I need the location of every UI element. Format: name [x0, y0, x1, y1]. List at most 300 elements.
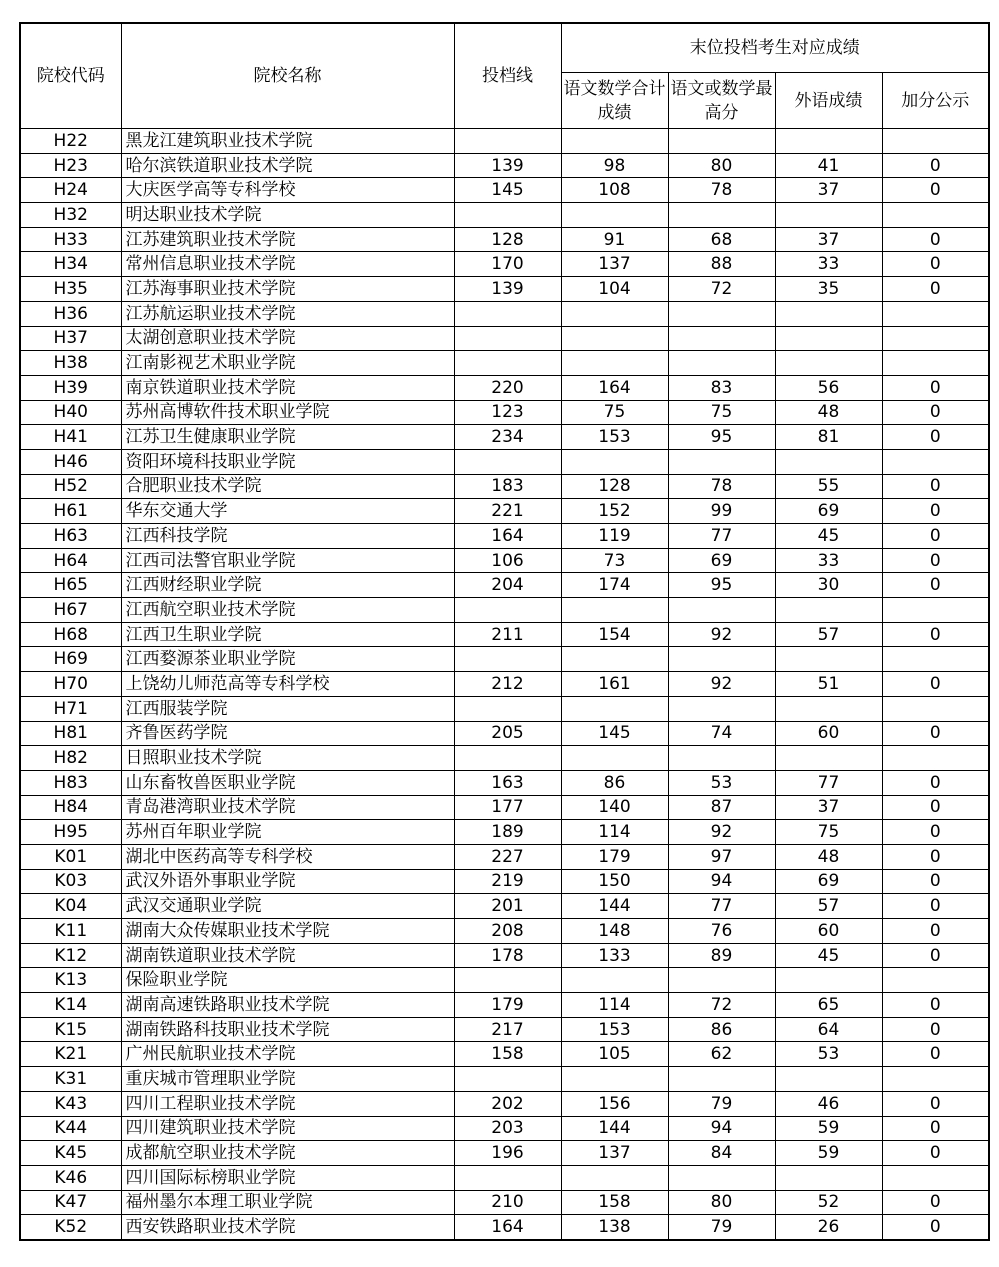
- cell-code: H36: [20, 301, 121, 326]
- cell-chinese-math-total: 144: [561, 1116, 668, 1141]
- cell-code: K44: [20, 1116, 121, 1141]
- cell-bonus: 0: [882, 1116, 989, 1141]
- cell-bonus: 0: [882, 1190, 989, 1215]
- cell-name: 重庆城市管理职业学院: [121, 1067, 454, 1092]
- cell-foreign-language: [775, 326, 882, 351]
- cell-name: 广州民航职业技术学院: [121, 1042, 454, 1067]
- cell-chinese-math-total: [561, 647, 668, 672]
- cell-name: 上饶幼儿师范高等专科学校: [121, 672, 454, 697]
- cell-bonus: 0: [882, 919, 989, 944]
- cell-name: 武汉外语外事职业学院: [121, 869, 454, 894]
- cell-chinese-math-total: 75: [561, 400, 668, 425]
- cell-code: H39: [20, 375, 121, 400]
- table-row: [20, 696, 989, 721]
- table-row: [20, 1116, 989, 1141]
- cell-code: H35: [20, 277, 121, 302]
- cell-chinese-math-total: 138: [561, 1215, 668, 1240]
- header-name: 院校名称: [121, 23, 454, 129]
- cell-cutoff: 164: [454, 1215, 561, 1240]
- cell-bonus: [882, 1165, 989, 1190]
- cell-code: K12: [20, 943, 121, 968]
- cell-code: H69: [20, 647, 121, 672]
- cell-chinese-math-total: [561, 203, 668, 228]
- cell-bonus: [882, 129, 989, 154]
- table-header: [20, 23, 989, 129]
- cell-chinese-math-total: 98: [561, 153, 668, 178]
- cell-cutoff: [454, 326, 561, 351]
- cell-bonus: 0: [882, 770, 989, 795]
- cell-chinese-math-total: 105: [561, 1042, 668, 1067]
- cell-cutoff: 208: [454, 919, 561, 944]
- cell-cutoff: [454, 129, 561, 154]
- cell-code: K15: [20, 1017, 121, 1042]
- cell-bonus: 0: [882, 1042, 989, 1067]
- table-row: [20, 647, 989, 672]
- cell-foreign-language: 69: [775, 869, 882, 894]
- cell-name: 湖南铁路科技职业技术学院: [121, 1017, 454, 1042]
- cell-name: 四川国际标榜职业学院: [121, 1165, 454, 1190]
- table-row: [20, 425, 989, 450]
- cell-code: H68: [20, 622, 121, 647]
- cell-chinese-or-math-max: [668, 203, 775, 228]
- table-row: [20, 375, 989, 400]
- cell-cutoff: [454, 968, 561, 993]
- cell-chinese-or-math-max: [668, 598, 775, 623]
- cell-name: 湖南高速铁路职业技术学院: [121, 993, 454, 1018]
- header-chinese-math-total: 语文数学合计成绩: [561, 73, 668, 129]
- cell-name: 四川建筑职业技术学院: [121, 1116, 454, 1141]
- cell-foreign-language: 48: [775, 844, 882, 869]
- cell-name: 四川工程职业技术学院: [121, 1091, 454, 1116]
- cell-cutoff: 178: [454, 943, 561, 968]
- header-code: 院校代码: [20, 23, 121, 129]
- cell-cutoff: 211: [454, 622, 561, 647]
- cell-foreign-language: [775, 203, 882, 228]
- cell-chinese-math-total: 148: [561, 919, 668, 944]
- cell-code: H34: [20, 252, 121, 277]
- cell-bonus: 0: [882, 1215, 989, 1240]
- cell-foreign-language: 64: [775, 1017, 882, 1042]
- cell-foreign-language: [775, 449, 882, 474]
- cell-chinese-math-total: [561, 449, 668, 474]
- cell-foreign-language: 37: [775, 178, 882, 203]
- table-row: [20, 1017, 989, 1042]
- cell-foreign-language: [775, 968, 882, 993]
- cell-cutoff: 123: [454, 400, 561, 425]
- cell-code: K47: [20, 1190, 121, 1215]
- cell-foreign-language: 77: [775, 770, 882, 795]
- cell-code: K04: [20, 894, 121, 919]
- cell-code: H41: [20, 425, 121, 450]
- cell-chinese-or-math-max: 94: [668, 1116, 775, 1141]
- cell-cutoff: [454, 696, 561, 721]
- cell-code: H95: [20, 820, 121, 845]
- cell-cutoff: [454, 647, 561, 672]
- cell-bonus: 0: [882, 1141, 989, 1166]
- cell-name: 齐鲁医药学院: [121, 721, 454, 746]
- cell-bonus: 0: [882, 474, 989, 499]
- table-row: [20, 252, 989, 277]
- cell-bonus: 0: [882, 499, 989, 524]
- cell-bonus: 0: [882, 548, 989, 573]
- table-row: [20, 770, 989, 795]
- cell-bonus: 0: [882, 1017, 989, 1042]
- cell-name: 江苏航运职业技术学院: [121, 301, 454, 326]
- cell-chinese-math-total: [561, 351, 668, 376]
- cell-code: K31: [20, 1067, 121, 1092]
- table-row: [20, 203, 989, 228]
- cell-name: 江西卫生职业学院: [121, 622, 454, 647]
- cell-bonus: 0: [882, 227, 989, 252]
- cell-cutoff: 139: [454, 153, 561, 178]
- cell-chinese-or-math-max: [668, 301, 775, 326]
- cell-chinese-math-total: [561, 1165, 668, 1190]
- table-body: [20, 129, 989, 1240]
- cell-chinese-math-total: 73: [561, 548, 668, 573]
- cell-code: K03: [20, 869, 121, 894]
- cell-name: 常州信息职业技术学院: [121, 252, 454, 277]
- cell-bonus: 0: [882, 672, 989, 697]
- cell-cutoff: 128: [454, 227, 561, 252]
- cell-chinese-math-total: 174: [561, 573, 668, 598]
- cell-cutoff: 145: [454, 178, 561, 203]
- table-row: [20, 622, 989, 647]
- cell-foreign-language: 37: [775, 227, 882, 252]
- cell-name: 资阳环境科技职业学院: [121, 449, 454, 474]
- cell-name: 武汉交通职业学院: [121, 894, 454, 919]
- cell-foreign-language: 57: [775, 894, 882, 919]
- cell-foreign-language: 45: [775, 943, 882, 968]
- table-row: [20, 1091, 989, 1116]
- cell-name: 南京铁道职业技术学院: [121, 375, 454, 400]
- cell-bonus: [882, 203, 989, 228]
- cell-foreign-language: [775, 351, 882, 376]
- cell-cutoff: 179: [454, 993, 561, 1018]
- cell-cutoff: 170: [454, 252, 561, 277]
- cell-code: H40: [20, 400, 121, 425]
- cell-chinese-math-total: [561, 1067, 668, 1092]
- cell-code: H37: [20, 326, 121, 351]
- cell-cutoff: [454, 351, 561, 376]
- cell-code: K13: [20, 968, 121, 993]
- table-row: [20, 351, 989, 376]
- table-row: [20, 573, 989, 598]
- cell-foreign-language: [775, 696, 882, 721]
- header-cutoff: 投档线: [454, 23, 561, 129]
- cell-name: 太湖创意职业技术学院: [121, 326, 454, 351]
- cell-foreign-language: [775, 301, 882, 326]
- cell-cutoff: 210: [454, 1190, 561, 1215]
- cell-foreign-language: 52: [775, 1190, 882, 1215]
- cell-chinese-math-total: 108: [561, 178, 668, 203]
- cell-cutoff: 219: [454, 869, 561, 894]
- table-row: [20, 474, 989, 499]
- cell-name: 江西财经职业学院: [121, 573, 454, 598]
- table-row: [20, 1141, 989, 1166]
- cell-bonus: 0: [882, 277, 989, 302]
- cell-foreign-language: 53: [775, 1042, 882, 1067]
- table-row: [20, 1042, 989, 1067]
- cell-chinese-math-total: 153: [561, 1017, 668, 1042]
- cell-chinese-math-total: 128: [561, 474, 668, 499]
- cell-chinese-or-math-max: 69: [668, 548, 775, 573]
- cell-foreign-language: 46: [775, 1091, 882, 1116]
- cell-cutoff: 227: [454, 844, 561, 869]
- cell-cutoff: [454, 203, 561, 228]
- cell-code: H84: [20, 795, 121, 820]
- cell-chinese-math-total: 119: [561, 524, 668, 549]
- cell-chinese-math-total: [561, 326, 668, 351]
- cell-bonus: [882, 647, 989, 672]
- cell-name: 江苏海事职业技术学院: [121, 277, 454, 302]
- table-row: [20, 844, 989, 869]
- cell-cutoff: 196: [454, 1141, 561, 1166]
- cell-code: H70: [20, 672, 121, 697]
- cell-chinese-or-math-max: 53: [668, 770, 775, 795]
- cell-chinese-or-math-max: 80: [668, 1190, 775, 1215]
- table-row: [20, 129, 989, 154]
- cell-bonus: 0: [882, 993, 989, 1018]
- cell-name: 日照职业技术学院: [121, 746, 454, 771]
- cell-code: K52: [20, 1215, 121, 1240]
- cell-name: 明达职业技术学院: [121, 203, 454, 228]
- table-row: [20, 1190, 989, 1215]
- cell-code: H23: [20, 153, 121, 178]
- cell-name: 保险职业学院: [121, 968, 454, 993]
- table-row: [20, 227, 989, 252]
- cell-code: H61: [20, 499, 121, 524]
- cell-foreign-language: 48: [775, 400, 882, 425]
- cell-name: 江西婺源茶业职业学院: [121, 647, 454, 672]
- cell-bonus: 0: [882, 524, 989, 549]
- cell-code: H81: [20, 721, 121, 746]
- table-row: [20, 721, 989, 746]
- cell-name: 西安铁路职业技术学院: [121, 1215, 454, 1240]
- cell-cutoff: [454, 598, 561, 623]
- cell-foreign-language: [775, 647, 882, 672]
- cell-name: 合肥职业技术学院: [121, 474, 454, 499]
- cell-cutoff: 217: [454, 1017, 561, 1042]
- cell-bonus: 0: [882, 375, 989, 400]
- cell-code: H71: [20, 696, 121, 721]
- table-row: [20, 301, 989, 326]
- cell-foreign-language: 45: [775, 524, 882, 549]
- table-row: [20, 1165, 989, 1190]
- cell-chinese-or-math-max: 84: [668, 1141, 775, 1166]
- cell-name: 成都航空职业技术学院: [121, 1141, 454, 1166]
- cell-foreign-language: 26: [775, 1215, 882, 1240]
- cell-cutoff: 212: [454, 672, 561, 697]
- cell-chinese-or-math-max: 74: [668, 721, 775, 746]
- admission-score-table: [19, 22, 990, 1241]
- table-row: [20, 326, 989, 351]
- cell-cutoff: 106: [454, 548, 561, 573]
- cell-chinese-math-total: 114: [561, 993, 668, 1018]
- table-row: [20, 1067, 989, 1092]
- cell-chinese-math-total: [561, 746, 668, 771]
- table-row: [20, 795, 989, 820]
- cell-foreign-language: 69: [775, 499, 882, 524]
- cell-name: 福州墨尔本理工职业学院: [121, 1190, 454, 1215]
- cell-bonus: 0: [882, 943, 989, 968]
- cell-code: K45: [20, 1141, 121, 1166]
- table-row: [20, 943, 989, 968]
- cell-chinese-or-math-max: 77: [668, 894, 775, 919]
- cell-cutoff: 221: [454, 499, 561, 524]
- cell-chinese-math-total: 164: [561, 375, 668, 400]
- cell-foreign-language: 51: [775, 672, 882, 697]
- cell-chinese-math-total: 91: [561, 227, 668, 252]
- cell-chinese-math-total: 179: [561, 844, 668, 869]
- cell-bonus: [882, 351, 989, 376]
- cell-cutoff: [454, 449, 561, 474]
- cell-cutoff: 203: [454, 1116, 561, 1141]
- cell-bonus: 0: [882, 252, 989, 277]
- table-row: [20, 598, 989, 623]
- cell-chinese-or-math-max: 89: [668, 943, 775, 968]
- cell-chinese-math-total: 145: [561, 721, 668, 746]
- table-row: [20, 993, 989, 1018]
- table-row: [20, 1215, 989, 1240]
- cell-cutoff: 204: [454, 573, 561, 598]
- cell-chinese-math-total: 150: [561, 869, 668, 894]
- table-row: [20, 820, 989, 845]
- cell-chinese-math-total: 140: [561, 795, 668, 820]
- cell-cutoff: 139: [454, 277, 561, 302]
- cell-code: H32: [20, 203, 121, 228]
- cell-name: 湖南大众传媒职业技术学院: [121, 919, 454, 944]
- cell-code: H46: [20, 449, 121, 474]
- cell-chinese-math-total: [561, 696, 668, 721]
- cell-foreign-language: 57: [775, 622, 882, 647]
- table-row: [20, 178, 989, 203]
- cell-code: H24: [20, 178, 121, 203]
- cell-name: 山东畜牧兽医职业学院: [121, 770, 454, 795]
- cell-foreign-language: [775, 746, 882, 771]
- cell-bonus: 0: [882, 1091, 989, 1116]
- cell-bonus: 0: [882, 400, 989, 425]
- cell-cutoff: 202: [454, 1091, 561, 1116]
- cell-chinese-math-total: 152: [561, 499, 668, 524]
- header-chinese-or-math-max: 语文或数学最高分: [668, 73, 775, 129]
- cell-code: K11: [20, 919, 121, 944]
- cell-chinese-or-math-max: 92: [668, 820, 775, 845]
- cell-cutoff: 163: [454, 770, 561, 795]
- cell-name: 苏州高博软件技术职业学院: [121, 400, 454, 425]
- cell-code: H22: [20, 129, 121, 154]
- cell-cutoff: [454, 1067, 561, 1092]
- cell-name: 江苏建筑职业技术学院: [121, 227, 454, 252]
- cell-chinese-or-math-max: 68: [668, 227, 775, 252]
- cell-chinese-math-total: [561, 301, 668, 326]
- cell-code: H33: [20, 227, 121, 252]
- cell-chinese-math-total: 158: [561, 1190, 668, 1215]
- cell-name: 江苏卫生健康职业学院: [121, 425, 454, 450]
- cell-code: K01: [20, 844, 121, 869]
- cell-foreign-language: 81: [775, 425, 882, 450]
- cell-bonus: 0: [882, 820, 989, 845]
- cell-cutoff: 158: [454, 1042, 561, 1067]
- cell-chinese-or-math-max: 92: [668, 622, 775, 647]
- cell-chinese-or-math-max: 92: [668, 672, 775, 697]
- cell-chinese-or-math-max: 72: [668, 993, 775, 1018]
- cell-bonus: 0: [882, 795, 989, 820]
- cell-cutoff: [454, 1165, 561, 1190]
- cell-foreign-language: [775, 598, 882, 623]
- cell-code: H38: [20, 351, 121, 376]
- cell-chinese-or-math-max: 80: [668, 153, 775, 178]
- cell-bonus: 0: [882, 721, 989, 746]
- cell-foreign-language: [775, 129, 882, 154]
- cell-chinese-or-math-max: [668, 326, 775, 351]
- cell-chinese-or-math-max: [668, 351, 775, 376]
- cell-chinese-math-total: 133: [561, 943, 668, 968]
- cell-name: 苏州百年职业学院: [121, 820, 454, 845]
- cell-chinese-math-total: 86: [561, 770, 668, 795]
- cell-cutoff: 177: [454, 795, 561, 820]
- table-row: [20, 672, 989, 697]
- cell-foreign-language: [775, 1067, 882, 1092]
- cell-foreign-language: 59: [775, 1116, 882, 1141]
- cell-chinese-or-math-max: 75: [668, 400, 775, 425]
- table-row: [20, 277, 989, 302]
- cell-cutoff: 189: [454, 820, 561, 845]
- cell-bonus: 0: [882, 894, 989, 919]
- cell-foreign-language: 41: [775, 153, 882, 178]
- cell-chinese-math-total: [561, 129, 668, 154]
- cell-name: 江西服装学院: [121, 696, 454, 721]
- cell-chinese-or-math-max: 94: [668, 869, 775, 894]
- cell-chinese-math-total: [561, 968, 668, 993]
- cell-chinese-or-math-max: 95: [668, 425, 775, 450]
- cell-foreign-language: 37: [775, 795, 882, 820]
- cell-chinese-or-math-max: [668, 129, 775, 154]
- cell-bonus: [882, 696, 989, 721]
- cell-bonus: 0: [882, 425, 989, 450]
- cell-chinese-or-math-max: 78: [668, 474, 775, 499]
- cell-chinese-or-math-max: 76: [668, 919, 775, 944]
- cell-bonus: 0: [882, 844, 989, 869]
- cell-name: 湖南铁道职业技术学院: [121, 943, 454, 968]
- cell-bonus: [882, 1067, 989, 1092]
- header-bonus: 加分公示: [882, 73, 989, 129]
- cell-chinese-or-math-max: [668, 746, 775, 771]
- cell-code: H63: [20, 524, 121, 549]
- cell-chinese-or-math-max: 87: [668, 795, 775, 820]
- cell-name: 江西司法警官职业学院: [121, 548, 454, 573]
- table-row: [20, 919, 989, 944]
- cell-foreign-language: 33: [775, 548, 882, 573]
- cell-name: 华东交通大学: [121, 499, 454, 524]
- cell-foreign-language: 75: [775, 820, 882, 845]
- table-row: [20, 524, 989, 549]
- cell-cutoff: 234: [454, 425, 561, 450]
- cell-chinese-or-math-max: 97: [668, 844, 775, 869]
- cell-chinese-math-total: 137: [561, 252, 668, 277]
- table-row: [20, 746, 989, 771]
- cell-chinese-or-math-max: 86: [668, 1017, 775, 1042]
- cell-chinese-or-math-max: 62: [668, 1042, 775, 1067]
- cell-chinese-or-math-max: [668, 449, 775, 474]
- cell-chinese-or-math-max: 95: [668, 573, 775, 598]
- table-row: [20, 499, 989, 524]
- table-row: [20, 449, 989, 474]
- cell-foreign-language: 30: [775, 573, 882, 598]
- cell-name: 湖北中医药高等专科学校: [121, 844, 454, 869]
- cell-bonus: [882, 449, 989, 474]
- cell-chinese-or-math-max: 88: [668, 252, 775, 277]
- cell-chinese-math-total: 137: [561, 1141, 668, 1166]
